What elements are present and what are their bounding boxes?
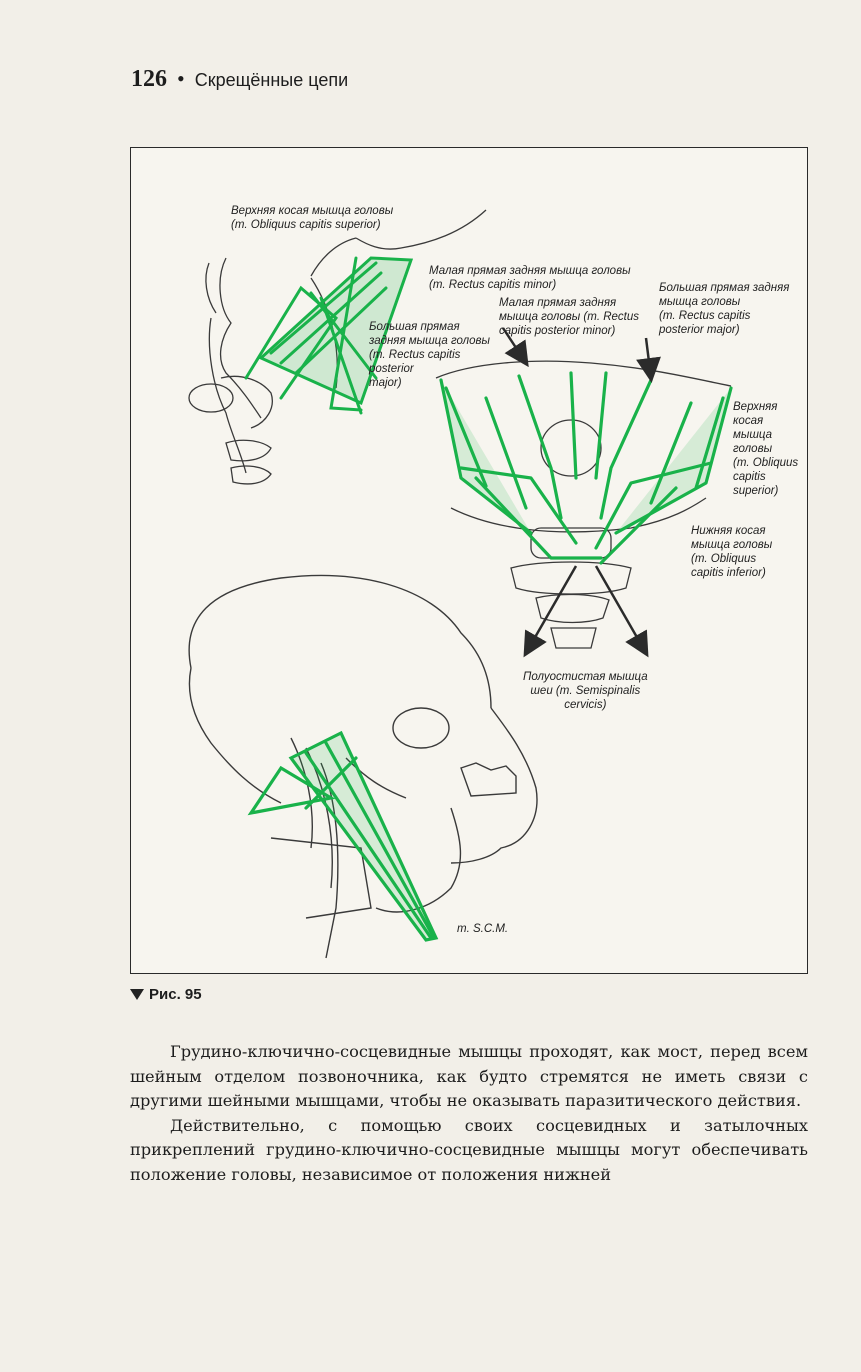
scm-muscle	[251, 733, 436, 940]
posterior-view-sketch	[436, 361, 731, 648]
posterior-view-muscles	[441, 373, 731, 563]
page-number: 126	[131, 66, 167, 92]
caption-triangle-icon	[130, 989, 144, 1000]
paragraph-2: Действительно, с помощью своих сосцевидных и затылочных прикреплений грудино-ключично-сосцевидные мышцы могут обеспечивать положение головы, независимое от положения нижней	[130, 1115, 808, 1184]
label-obliquus-inferior: Нижняя косая мышца головы (m. Obliquus capitis inferior)	[691, 525, 773, 579]
semispinalis-arrows	[503, 328, 651, 653]
label-rectus-minor-right: Малая прямая задняя мышца головы (m. Rectus capitis posterior minor)	[499, 297, 640, 337]
label-semispinalis: Полуостистая мышца шеи (m. Semispinalis cervicis)	[523, 671, 648, 711]
header-bullet: •	[177, 66, 185, 91]
section-title: Скрещённые цепи	[194, 70, 349, 90]
label-scm: m. S.C.M.	[457, 923, 509, 935]
body-text	[130, 1040, 808, 1187]
lower-skull-sketch	[189, 575, 537, 958]
page-header	[131, 66, 348, 93]
caption-text: Рис. 95	[149, 986, 202, 1003]
paragraph-1: Грудино-ключично-сосцевидные мышцы проходят, как мост, перед всем шейным отделом позвоночника, как будто стремятся не иметь связи с другими шейными мышцами, чтобы не оказывать паразитического действия.	[130, 1042, 808, 1110]
figure-caption	[130, 986, 202, 1003]
label-rectus-major-left: Большая прямая задняя мышца головы (m. Rectus capitis posterior major)	[369, 321, 490, 389]
anatomy-figure	[130, 147, 808, 974]
label-obliquus-superior-right: Верхняя косая мышца головы (m. Obliquus capitis superior)	[733, 401, 799, 497]
label-obliquus-superior-top: Верхняя косая мышца головы (m. Obliquus capitis superior)	[231, 205, 394, 231]
label-rectus-minor-top: Малая прямая задняя мышца головы (m. Rectus capitis minor)	[429, 265, 631, 291]
label-rectus-major-right: Большая прямая задняя мышца головы (m. Rectus capitis posterior major)	[659, 282, 790, 336]
